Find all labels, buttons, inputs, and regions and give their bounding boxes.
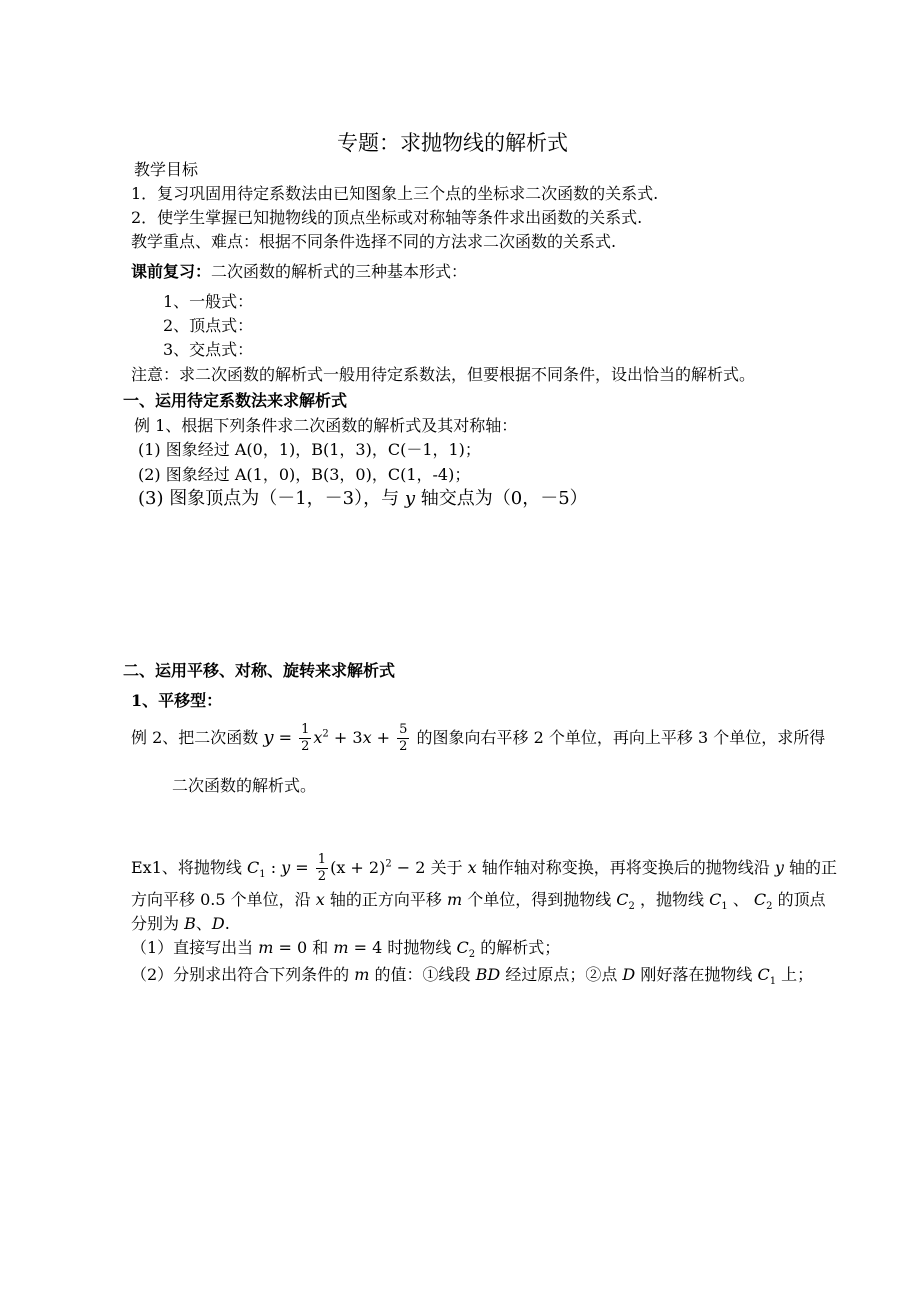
ex1-c1-sub: 1 [259, 869, 266, 881]
ex1-yaxis: y [774, 858, 784, 877]
q2Csub: 1 [769, 976, 777, 988]
example1-item-3 [138, 490, 588, 508]
objective-item-1: 1．复习巩固用待定系数法由已知图象上三个点的坐标求二次函数的关系式. [131, 184, 659, 203]
ex2-f2-den: 2 [399, 739, 408, 754]
ex2-f1-num: 1 [301, 722, 310, 737]
ex1-minus: − 2 关于 [391, 858, 468, 877]
page-title: 专题：求抛物线的解析式 [337, 131, 568, 155]
ex1-line1 [131, 853, 837, 884]
q1m2: m [333, 938, 349, 957]
ex1-l2b: 轴的正方向平移 [324, 890, 447, 909]
review-label: 课前复习： [131, 262, 212, 281]
ex2-f2-num: 5 [399, 722, 408, 737]
q1Csub: 2 [468, 949, 476, 961]
ex1-x: x [467, 858, 477, 877]
ex1-l2a: 方向平移 0.5 个单位，沿 [131, 890, 316, 909]
ex2-eq: = [273, 728, 298, 747]
q2b: 的值：①线段 [369, 965, 476, 984]
ex1-l3B: B [184, 914, 196, 933]
example2-line1 [131, 723, 825, 754]
q2m: m [354, 965, 370, 984]
section2-heading: 二、运用平移、对称、旋转来求解析式 [123, 661, 396, 680]
q1m1: m [258, 938, 274, 957]
example1-intro: 例 1、根据下列条件求二次函数的解析式及其对称轴： [134, 416, 518, 435]
ex1-l2m: m [446, 890, 463, 909]
q1C: C [456, 938, 469, 957]
ex1-l2C1sub: 1 [721, 901, 728, 913]
ex1-sup: 2 [385, 858, 392, 870]
ex1-line2 [131, 890, 826, 913]
ex1-l2C2: C [616, 890, 629, 909]
q2e: 上； [776, 965, 814, 984]
item3-text-a: (3) 图象顶点为（－1，－3），与 [138, 488, 405, 509]
ex1-l3a: 分别为 [131, 914, 185, 933]
translation-subheading: 1、平移型： [131, 691, 223, 710]
ex2-prefix: 例 2、把二次函数 [131, 728, 264, 747]
ex2-y: y [263, 727, 274, 748]
ex1-p2: 轴作轴对称变换，再将变换后的抛物线沿 [476, 858, 775, 877]
q2c: 经过原点；②点 [500, 965, 623, 984]
form-vertex: 2、顶点式： [163, 316, 254, 335]
ex2-plus: + [371, 728, 396, 747]
ex1-l2C2b: C [753, 890, 767, 909]
ex1-f-den: 2 [317, 869, 327, 884]
ex2-suffix: 的图象向右平移 2 个单位，再向上平移 3 个单位，求所得 [411, 728, 826, 747]
objective-item-2: 2．使学生掌握已知抛物线的顶点坐标或对称轴等条件求出函数的关系式. [131, 208, 643, 227]
ex2-fraction-five-halves [397, 723, 409, 754]
ex1-question-1 [131, 938, 561, 961]
example2-line2: 二次函数的解析式。 [172, 776, 317, 795]
objectives-heading: 教学目标 [134, 160, 199, 179]
ex1-line3 [131, 916, 230, 932]
q1d: 的解析式； [475, 938, 561, 957]
q2C: C [757, 965, 770, 984]
ex1-y: y [281, 858, 291, 877]
example1-item-2: (2) 图象经过 A(1，0)，B(3，0)，C(1，-4)； [138, 465, 471, 484]
ex1-l2f: 的顶点 [772, 890, 826, 909]
ex2-sup: 2 [322, 728, 329, 740]
ex1-f-num: 1 [317, 852, 327, 867]
ex1-l3end: . [224, 914, 230, 933]
ex1-l2c: 个单位，得到抛物线 [462, 890, 617, 909]
ex1-paren: (x + 2) [330, 858, 386, 877]
ex1-eq: = [290, 858, 314, 877]
ex1-l2x: x [315, 890, 325, 909]
ex2-x2: x [362, 728, 372, 747]
q2d: 刚好落在抛物线 [635, 965, 758, 984]
review-text: 二次函数的解析式的三种基本形式： [211, 262, 468, 281]
form-intercept: 3、交点式： [163, 340, 254, 359]
ex1-l3mid: 、 [195, 914, 212, 933]
ex1-l2C1: C [709, 890, 722, 909]
review-note: 注意：求二次函数的解析式一般用待定系数法，但要根据不同条件，设出恰当的解析式。 [131, 365, 756, 384]
ex2-x: x [313, 728, 323, 747]
form-general: 1、一般式： [163, 292, 254, 311]
ex1-l2e: 、 [727, 890, 754, 909]
q1b: = 0 和 [273, 938, 334, 957]
item3-text-b: 轴交点为（0，－5） [415, 488, 588, 509]
ex2-f1-den: 2 [301, 739, 310, 754]
ex2-mid: + 3 [328, 728, 363, 747]
item3-var-y: y [404, 488, 416, 509]
ex1-l2C2sub: 2 [628, 901, 635, 913]
ex1-p3: 轴的正 [783, 858, 838, 877]
section1-heading: 一、运用待定系数法来求解析式 [123, 391, 348, 410]
ex1-p1: Ex1、将抛物线 [131, 858, 247, 877]
ex1-c1: C [246, 858, 260, 877]
q1a: （1）直接写出当 [131, 938, 259, 957]
key-points: 教学重点、难点：根据不同条件选择不同的方法求二次函数的关系式. [131, 232, 617, 251]
ex1-l2d: ，抛物线 [634, 890, 710, 909]
q2BD: BD [475, 965, 501, 984]
ex1-l2C2bsub: 2 [766, 901, 773, 913]
ex2-fraction-half [299, 723, 311, 754]
ex1-colon: : [265, 858, 282, 877]
ex1-fraction [316, 853, 328, 884]
q2a: （2）分别求出符合下列条件的 [131, 965, 355, 984]
review-line [131, 264, 467, 280]
q1c: = 4 时抛物线 [348, 938, 457, 957]
q2D: D [622, 965, 636, 984]
ex1-question-2 [131, 965, 814, 988]
ex1-l3D: D [211, 914, 225, 933]
example1-item-1: (1) 图象经过 A(0，1)，B(1，3)，C(－1，1)； [138, 440, 481, 459]
